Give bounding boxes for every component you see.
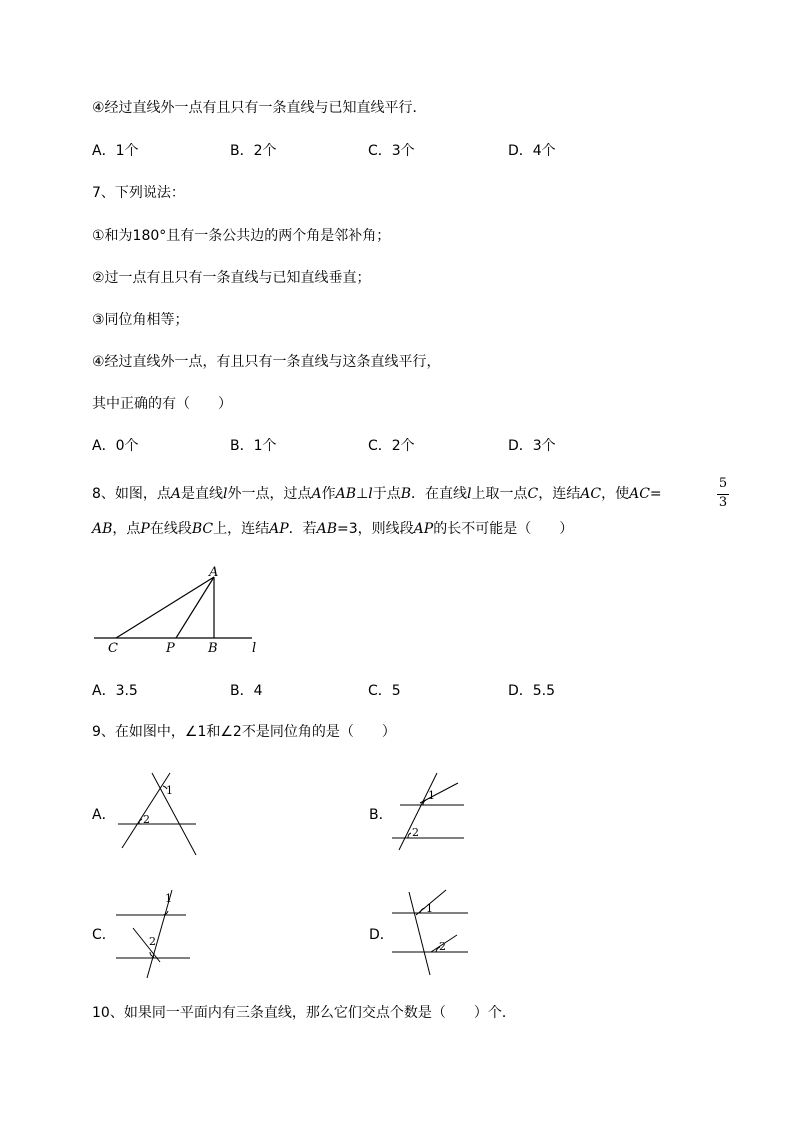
q9-stem: 9、在如图中，∠1和∠2不是同位角的是（ ） bbox=[92, 724, 396, 740]
q9-figure-b bbox=[392, 773, 464, 850]
q9a-angle-2-label: 2 bbox=[143, 813, 150, 826]
point-p-label: P bbox=[166, 641, 175, 656]
point-a-label: A bbox=[209, 565, 219, 580]
q7-item-2: ②过一点有且只有一条直线与已知直线垂直； bbox=[92, 270, 371, 286]
q7-question: 其中正确的有（ ） bbox=[92, 396, 232, 412]
q9-label-a: A． bbox=[92, 807, 116, 823]
q9-figure-a bbox=[118, 773, 196, 855]
q9d-angle-2-label: 2 bbox=[439, 940, 446, 953]
line-l-label: l bbox=[252, 641, 257, 656]
q6-item-4: ④经过直线外一点有且只有一条直线与已知直线平行． bbox=[92, 100, 427, 116]
q8-stem-line-1: 8、如图，点A是直线l外一点，过点A作AB⊥l于点B．在直线l上取一点C，连结AC，使AC= bbox=[92, 486, 662, 502]
q6-option-a: A．1个 bbox=[92, 143, 139, 159]
q9c-angle-1-label: 1 bbox=[165, 892, 172, 905]
q9-label-d: D． bbox=[369, 927, 394, 943]
q8-option-d: D．5.5 bbox=[508, 683, 556, 699]
segment-ac bbox=[116, 577, 214, 638]
q9b-angle-1-label: 1 bbox=[428, 789, 435, 802]
segment-ap bbox=[176, 577, 214, 638]
q8-option-b: B．4 bbox=[230, 683, 263, 699]
fraction-numerator: 5 bbox=[718, 476, 728, 491]
q9b-angle-2-label: 2 bbox=[412, 826, 419, 839]
q7-stem: 7、下列说法： bbox=[92, 185, 185, 201]
q8-stem-line-2: AB，点P在线段BC上，连结AP．若AB=3，则线段AP的长不可能是（ ） bbox=[92, 521, 574, 537]
q8-option-a: A．3.5 bbox=[92, 683, 138, 699]
fraction-denominator: 3 bbox=[718, 495, 728, 510]
q8-option-c: C．5 bbox=[368, 683, 401, 699]
q9-figure-c bbox=[116, 890, 190, 978]
q6-option-b: B．2个 bbox=[230, 143, 277, 159]
q7-option-c: C．2个 bbox=[368, 438, 415, 454]
q7-option-b: B．1个 bbox=[230, 438, 277, 454]
q9c-angle-2-label: 2 bbox=[149, 935, 156, 948]
q9-label-b: B． bbox=[369, 807, 393, 823]
q9-label-c: C． bbox=[92, 927, 116, 943]
q7-option-a: A．0个 bbox=[92, 438, 139, 454]
q6-option-d: D．4个 bbox=[508, 143, 556, 159]
point-c-label: C bbox=[108, 641, 118, 656]
q6-option-c: C．3个 bbox=[368, 143, 415, 159]
q7-item-1: ①和为180°且有一条公共边的两个角是邻补角； bbox=[92, 228, 391, 244]
q9a-angle-1-label: 1 bbox=[166, 784, 173, 797]
q10-stem: 10、如果同一平面内有三条直线，那么它们交点个数是（ ）个． bbox=[92, 1005, 516, 1021]
q7-item-4: ④经过直线外一点，有且只有一条直线与这条直线平行， bbox=[92, 354, 441, 370]
point-b-label: B bbox=[208, 641, 218, 656]
q7-item-3: ③同位角相等； bbox=[92, 312, 189, 328]
q9d-angle-1-label: 1 bbox=[426, 902, 433, 915]
q7-option-d: D．3个 bbox=[508, 438, 556, 454]
